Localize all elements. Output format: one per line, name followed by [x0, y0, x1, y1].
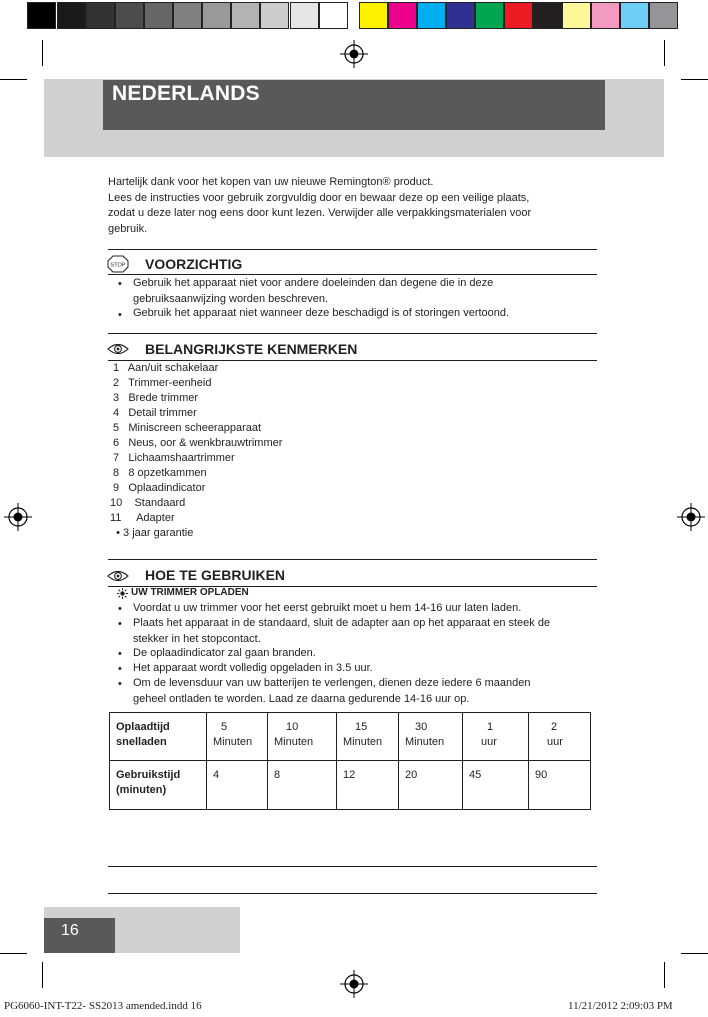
section-divider	[108, 866, 597, 867]
feature-item: 6 Neus, oor & wenkbrauwtrimmer	[110, 437, 283, 449]
cell-unit: Minuten	[343, 736, 383, 748]
feature-item: 3 Brede trimmer	[110, 392, 199, 404]
usage-item	[133, 601, 521, 617]
color-swatch	[388, 2, 417, 29]
usage-item	[133, 661, 373, 677]
feature-item: 5 Miniscreen scheerapparaat	[110, 422, 262, 434]
section-title-caution: VOORZICHTIG	[145, 256, 243, 272]
intro-line: Hartelijk dank voor het kopen van uw nieuwe Remington® product.	[108, 176, 434, 188]
bullet: •	[118, 603, 122, 615]
color-swatch	[202, 2, 231, 29]
table-cell	[268, 713, 337, 761]
table-cell	[207, 713, 268, 761]
table-cell: 8	[268, 761, 337, 810]
feature-item: • 3 jaar garantie	[110, 527, 194, 539]
usage-item	[133, 616, 550, 647]
color-swatch	[562, 2, 591, 29]
usage-item-line: stekker in het stopcontact.	[133, 632, 261, 645]
page-number-box	[44, 918, 115, 953]
subsection-title: UW TRIMMER OPLADEN	[131, 587, 249, 598]
crop-mark	[0, 953, 27, 954]
crop-mark	[664, 40, 665, 66]
caution-item-line: Gebruik het apparaat niet wanneer deze beschadigd is of storingen vertoond.	[133, 307, 510, 319]
feature-item: 8 8 opzetkammen	[110, 467, 207, 479]
cell-value: 15	[355, 721, 368, 733]
color-swatch	[620, 2, 649, 29]
stop-icon	[107, 255, 129, 273]
usage-item-line: geheel ontladen te worden. Laad ze daarna gedurende 14-16 uur op.	[133, 692, 470, 705]
page-title: NEDERLANDS	[112, 82, 260, 105]
color-swatch	[290, 2, 319, 29]
table-cell: 45	[463, 761, 529, 810]
table-label: Gebruikstijd	[116, 769, 181, 781]
table-row	[110, 761, 591, 810]
color-swatch	[86, 2, 115, 29]
table-cell: 12	[337, 761, 399, 810]
table-label: snelladen	[116, 736, 167, 748]
color-swatch	[144, 2, 173, 29]
section-title-usage: HOE TE GEBRUIKEN	[145, 567, 286, 583]
color-swatch	[417, 2, 446, 29]
crop-mark	[664, 962, 665, 988]
cell-unit: uur	[547, 736, 563, 748]
intro-text	[108, 175, 531, 237]
color-swatch	[319, 2, 348, 29]
feature-item: 10 Standaard	[110, 497, 186, 509]
page-number: 16	[61, 922, 79, 939]
bullet: •	[118, 278, 122, 290]
eye-icon	[107, 342, 129, 356]
table-cell: 4	[207, 761, 268, 810]
crop-mark	[42, 962, 43, 988]
usage-item-line: Plaats het apparaat in de standaard, sluit de adapter aan op het apparaat en steek de	[133, 617, 551, 629]
table-label: (minuten)	[116, 784, 167, 796]
cell-value: 5	[221, 721, 228, 733]
registration-mark-icon	[3, 502, 33, 532]
color-swatch	[533, 2, 562, 29]
feature-item: 1 Aan/uit schakelaar	[110, 362, 219, 374]
section-divider	[108, 274, 597, 275]
crop-mark	[42, 40, 43, 66]
color-swatch	[57, 2, 86, 29]
color-swatch	[446, 2, 475, 29]
table-cell	[529, 713, 591, 761]
usage-item-line: De oplaadindicator zal gaan branden.	[133, 647, 316, 659]
table-cell	[399, 713, 463, 761]
bullet: •	[118, 648, 122, 660]
table-header-cell	[110, 761, 207, 810]
color-swatch	[475, 2, 504, 29]
bullet: •	[118, 309, 122, 321]
section-divider	[108, 360, 597, 361]
cell-value: 30	[415, 721, 428, 733]
color-swatch	[173, 2, 202, 29]
feature-item: 4 Detail trimmer	[110, 407, 197, 419]
color-swatch	[591, 2, 620, 29]
usage-item	[133, 646, 316, 662]
usage-item-line: Voordat u uw trimmer voor het eerst gebruikt moet u hem 14-16 uur laten laden.	[133, 602, 522, 614]
caution-item	[133, 276, 493, 307]
eye-icon	[107, 569, 129, 583]
registration-mark-icon	[339, 969, 369, 999]
feature-item: 11 Adapter	[110, 512, 175, 524]
table-label: Oplaadtijd	[116, 721, 170, 733]
caution-item-line: gebruiksaanwijzing worden beschreven.	[133, 292, 329, 305]
section-divider	[108, 893, 597, 894]
usage-item	[133, 676, 530, 707]
registration-mark-icon	[676, 502, 706, 532]
caution-item-line: Gebruik het apparaat niet voor andere doeleinden dan degene die in deze	[133, 277, 494, 289]
footer-filename: PG6060-INT-T22- SS2013 amended.indd 16	[4, 1000, 202, 1012]
caution-item	[133, 306, 509, 322]
sun-icon	[117, 588, 128, 599]
table-cell: 90	[529, 761, 591, 810]
color-swatch	[649, 2, 678, 29]
bullet: •	[118, 663, 122, 675]
crop-mark	[681, 953, 708, 954]
cell-unit: Minuten	[213, 736, 253, 748]
cell-unit: Minuten	[405, 736, 445, 748]
color-swatch	[27, 2, 56, 29]
intro-line: zodat u deze later nog eens door kunt lezen. Verwijder alle verpakkingsmaterialen voor	[108, 207, 532, 219]
usage-item-line: Het apparaat wordt volledig opgeladen in 3.5 uur.	[133, 662, 373, 674]
intro-line: Lees de instructies voor gebruik zorgvuldig door en bewaar deze op een veilige plaats,	[108, 191, 530, 204]
cell-unit: uur	[481, 736, 497, 748]
table-row	[110, 713, 591, 761]
table-cell	[337, 713, 399, 761]
table-header-cell	[110, 713, 207, 761]
footer-datetime: 11/21/2012 2:09:03 PM	[568, 1000, 673, 1012]
color-swatch	[115, 2, 144, 29]
stop-icon-label: STOP	[110, 262, 126, 269]
color-swatch	[504, 2, 533, 29]
cell-value: 2	[551, 721, 558, 733]
cell-value: 10	[286, 721, 299, 733]
section-divider	[108, 333, 597, 334]
section-title-features: BELANGRIJKSTE KENMERKEN	[145, 341, 358, 357]
table-cell: 20	[399, 761, 463, 810]
bullet: •	[118, 678, 122, 690]
bullet: •	[118, 618, 122, 630]
registration-mark-icon	[339, 39, 369, 69]
charging-table	[109, 712, 591, 810]
cell-unit: Minuten	[274, 736, 314, 748]
color-swatch	[231, 2, 260, 29]
feature-item: 2 Trimmer-eenheid	[110, 377, 212, 389]
section-divider	[108, 249, 597, 250]
feature-item: 7 Lichaamshaartrimmer	[110, 452, 235, 464]
crop-mark	[0, 79, 27, 80]
feature-item: 9 Oplaadindicator	[110, 482, 206, 494]
color-swatch	[260, 2, 289, 29]
usage-item-line: Om de levensduur van uw batterijen te verlengen, dienen deze iedere 6 maanden	[133, 677, 531, 689]
intro-line: gebruik.	[108, 222, 148, 235]
color-swatch	[359, 2, 388, 29]
crop-mark	[681, 79, 708, 80]
section-divider	[108, 559, 597, 560]
table-cell	[463, 713, 529, 761]
cell-value: 1	[487, 721, 494, 733]
